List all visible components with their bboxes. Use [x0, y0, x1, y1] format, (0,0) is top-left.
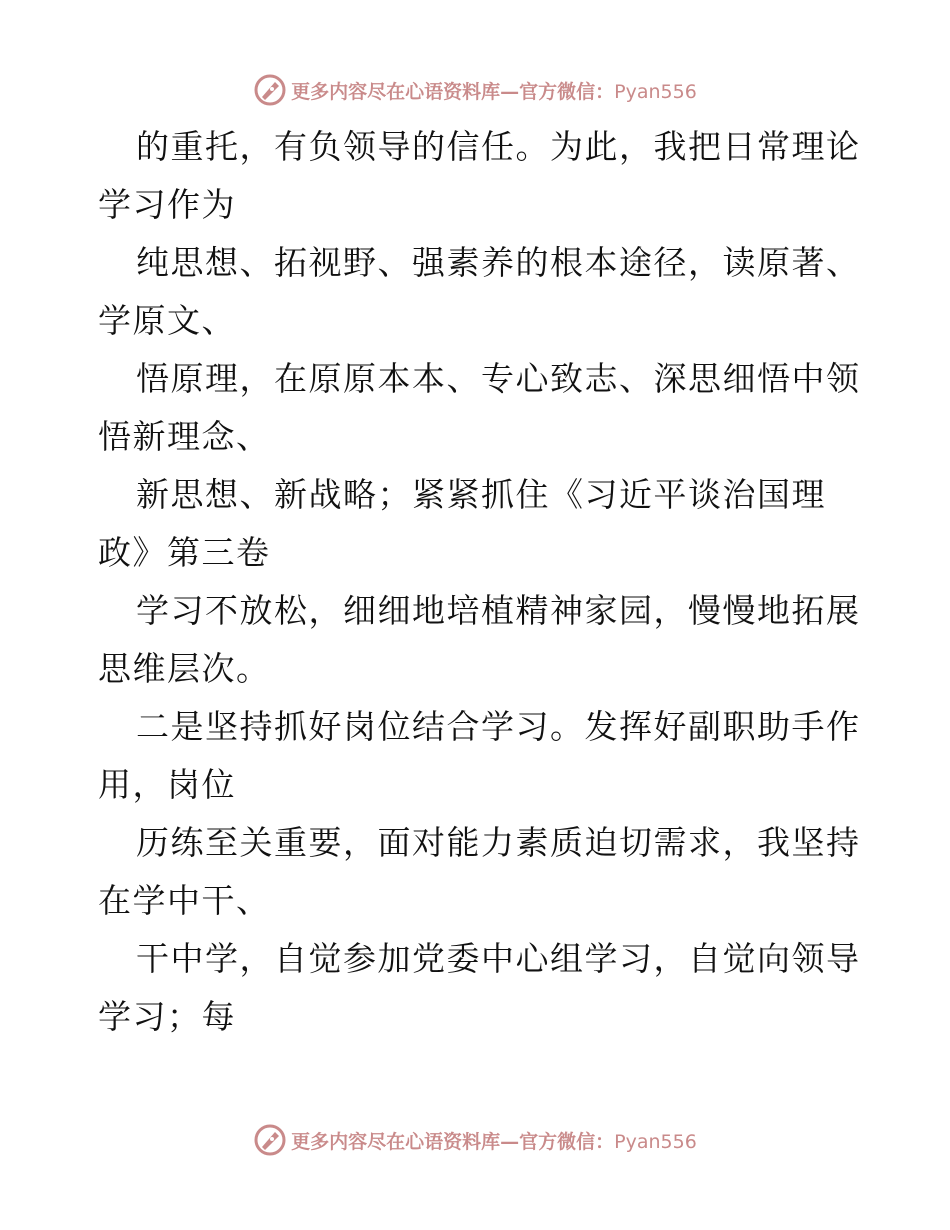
paragraph-continuation: 用，岗位 — [98, 765, 236, 804]
pen-nib-logo-icon — [253, 1123, 287, 1157]
watermark-text — [291, 1127, 697, 1154]
paragraph-line: 学习不放松，细细地培植精神家园，慢慢地拓展 — [136, 591, 861, 630]
paragraph-line: 悟原理，在原原本本、专心致志、深思细悟中领 — [136, 359, 861, 398]
paragraph-3 — [98, 350, 878, 466]
paragraph-continuation: 思维层次。 — [98, 649, 271, 688]
paragraph-continuation: 悟新理念、 — [98, 417, 271, 456]
paragraph-continuation: 在学中干、 — [98, 881, 271, 920]
paragraph-8 — [98, 930, 878, 1046]
watermark-text — [291, 77, 697, 104]
paragraph-continuation: 学习作为 — [98, 185, 236, 224]
paragraph-6 — [98, 698, 878, 814]
paragraph-continuation: 学原文、 — [98, 301, 236, 340]
paragraph-4 — [98, 466, 878, 582]
paragraph-line: 历练至关重要，面对能力素质迫切需求，我坚持 — [136, 823, 861, 862]
document-body — [98, 118, 878, 1046]
paragraph-continuation: 政》第三卷 — [98, 533, 271, 572]
paragraph-7 — [98, 814, 878, 930]
paragraph-line: 的重托，有负领导的信任。为此，我把日常理论 — [136, 127, 861, 166]
watermark-wechat-id: Pyan556 — [614, 80, 697, 103]
watermark-wechat-id: Pyan556 — [614, 1130, 697, 1153]
header-watermark — [0, 70, 950, 110]
paragraph-line: 二是坚持抓好岗位结合学习。发挥好副职助手作 — [136, 707, 861, 746]
paragraph-5 — [98, 582, 878, 698]
paragraph-1 — [98, 118, 878, 234]
watermark-text-cn: 更多内容尽在心语资料库—官方微信： — [291, 1130, 615, 1153]
footer-watermark — [0, 1120, 950, 1160]
paragraph-continuation: 学习；每 — [98, 997, 236, 1036]
paragraph-line: 新思想、新战略；紧紧抓住《习近平谈治国理 — [136, 475, 826, 514]
paragraph-line: 干中学，自觉参加党委中心组学习，自觉向领导 — [136, 939, 861, 978]
paragraph-line: 纯思想、拓视野、强素养的根本途径，读原著、 — [136, 243, 861, 282]
watermark-text-cn: 更多内容尽在心语资料库—官方微信： — [291, 80, 615, 103]
pen-nib-logo-icon — [253, 73, 287, 107]
paragraph-2 — [98, 234, 878, 350]
